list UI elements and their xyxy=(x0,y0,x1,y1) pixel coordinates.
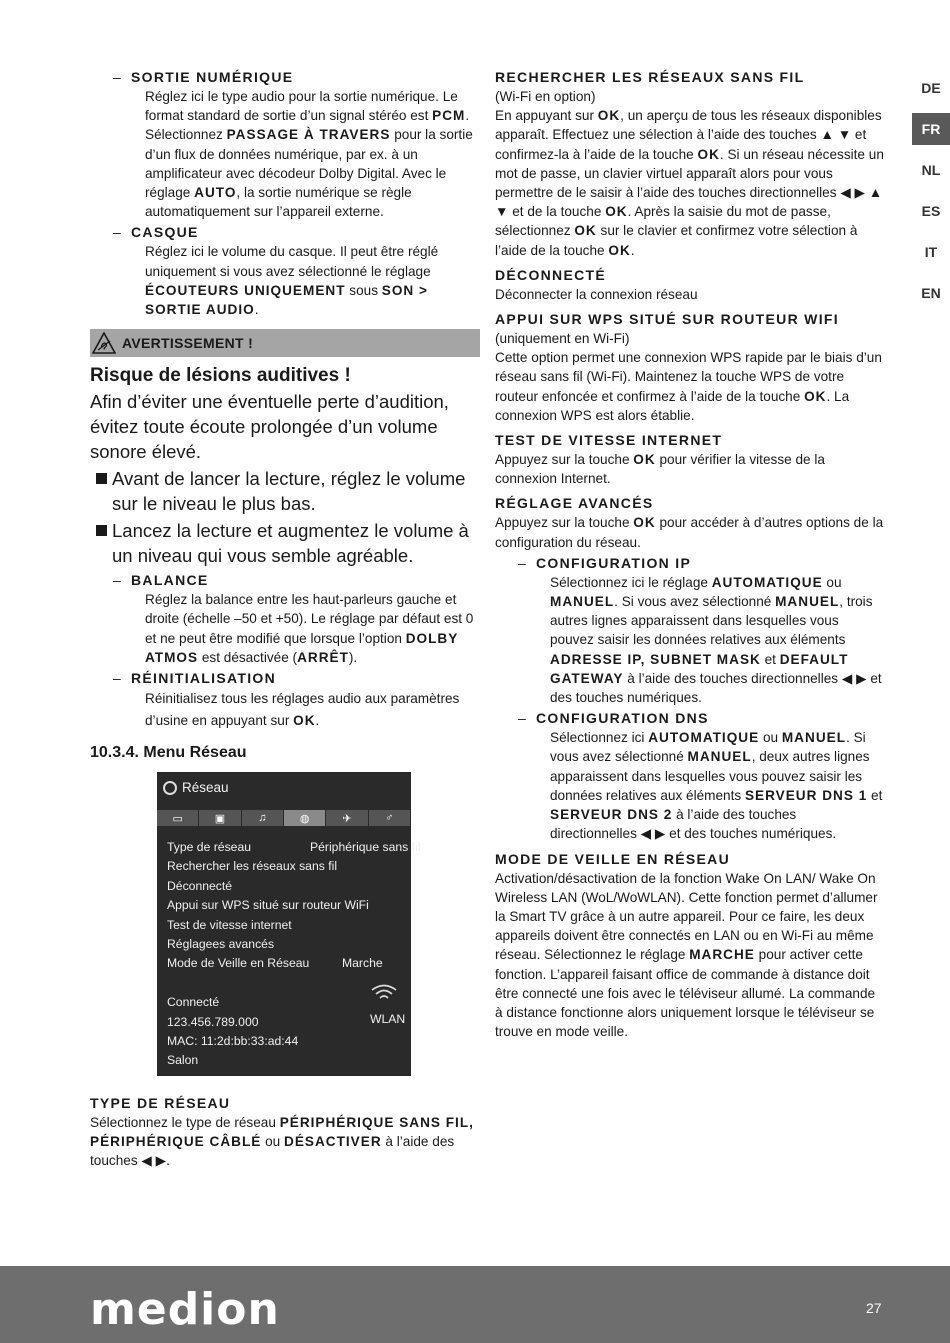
balance-text: Réglez la balance entre les haut-parleurs gauche et droite (échelle –50 et +50). Le réglage par défaut est 0 et ne peut être modifié que lorsque l’option DOLBY ATMOS est désactivée (ARRÊT). xyxy=(145,592,474,665)
type-text: Sélectionnez le type de réseau PÉRIPHÉRIQUE SANS FIL, PÉRIPHÉRIQUE CÂBLÉ ou DÉSACTIVER à l’aide des touches ◀ ▶. xyxy=(90,1115,474,1169)
warning-ear-icon xyxy=(92,332,116,354)
status-row: Salon xyxy=(167,1053,199,1068)
menu-title: Réseau xyxy=(163,780,229,795)
menu-row: Mode de Veille en Réseau Marche xyxy=(167,956,383,971)
search-heading: RECHERCHER LES RÉSEAUX SANS FIL xyxy=(495,69,805,85)
lang-tab-es[interactable]: ES xyxy=(921,203,941,219)
deco-text: Déconnecter la connexion réseau xyxy=(495,286,698,302)
left-column xyxy=(90,68,480,1171)
menu-row: Réglagees avancés xyxy=(167,937,275,951)
medion-logo: medion xyxy=(90,1284,280,1335)
balance-heading: – BALANCE xyxy=(113,572,209,589)
adv-heading: RÉGLAGE AVANCÉS xyxy=(495,495,654,512)
wps-sub: (uniquement en Wi-Fi) xyxy=(495,331,630,347)
tab-app-icon: ✈ xyxy=(326,810,368,826)
page-number: 27 xyxy=(866,1300,882,1316)
menu-tabs xyxy=(157,810,411,826)
lang-tab-it[interactable]: IT xyxy=(924,244,938,260)
right-column xyxy=(495,68,885,1041)
wps-text: Cette option permet une connexion WPS rapide par le biais d’un réseau sans fil (Wi-Fi). Maintenez la touche WPS de votre routeur enfoncée et confirmez à l’aide de la touche OK. La connexion WPS est alors établie. xyxy=(495,350,882,423)
menu-row: Appui sur WPS situé sur routeur WiFi xyxy=(167,898,369,913)
menu-row: Test de vitesse internet xyxy=(167,917,292,932)
gear-icon xyxy=(163,781,177,795)
speed-text: Appuyez sur la touche OK pour vérifier la vitesse de la connexion Internet. xyxy=(495,452,825,487)
tab-picture-icon: ▭ xyxy=(157,810,199,826)
lang-tab-fr[interactable]: FR xyxy=(912,113,950,145)
menu-rows xyxy=(167,838,421,1071)
footer xyxy=(0,1266,950,1343)
adv-text: Appuyez sur la touche OK pour accéder à d’autres options de la configuration du réseau. xyxy=(495,515,884,550)
ip-heading: – CONFIGURATION IP xyxy=(518,554,692,571)
bullet-item: Avant de lancer la lecture, réglez le volume sur le niveau le plus bas. xyxy=(90,466,480,516)
veille-text: Activation/désactivation de la fonction Wake On LAN/ Wake On Wireless LAN (WoL/WoWLAN). Cette fonction permet d’allumer la Smart TV grâce à un autre appareil. Pour ce faire, les deux appareils doivent être connectés en LAN ou en Wi-Fi au même réseau. Sélectionnez le réglage MARCHE pour activer cette fonction. L’appareil faisant office de commande à distance doit être connecté une fois avec le téléviseur allumé. La commande à distance fonctionne alors uniquement lorsque le téléviseur se trouve en mode veille. xyxy=(495,870,878,1040)
warning-bar xyxy=(90,329,480,357)
sortie-heading: – SORTIE NUMÉRIQUE xyxy=(113,69,294,85)
section-title: 10.3.4. Menu Réseau xyxy=(90,744,247,762)
ip-text: Sélectionnez ici le réglage AUTOMATIQUE ou MANUEL. Si vous avez sélectionné MANUEL, trois autres lignes apparaissent dans lesquelles vous pouvez saisir les données relatives aux éléments ADRESSE IP, SUBNET MASK et DEFAULT GATEWAY à l’aide des touches directionnelles ◀ ▶ et des touches numériques. xyxy=(550,574,882,706)
status-row: 123.456.789.000 xyxy=(167,1014,259,1029)
reinit-heading: – RÉINITIALISATION xyxy=(113,670,276,687)
tv-menu-screenshot xyxy=(157,772,421,1076)
warning-label: AVERTISSEMENT ! xyxy=(122,335,254,352)
lang-tab-en[interactable]: EN xyxy=(921,285,941,301)
reinit-text: Réinitialisez tous les réglages audio aux paramètres d’usine en appuyant sur OK. xyxy=(145,691,460,729)
status-row: Connecté xyxy=(167,995,220,1010)
search-text: En appuyant sur OK, un aperçu de tous les réseaux disponibles apparaît. Effectuez une sélection à l’aide des touches ▲ ▼ et confirmez-la à l’aide de la touche OK. Si un réseau nécessite un mot de passe, un clavier virtuel apparaît alors pour vous permettre de le saisir à l’aide des touches directionnelles ◀ ▶ ▲ ▼ et de la touche OK. Après la saisie du mot de passe, sélectionnez OK sur le clavier et confirmez votre sélection à l’aide de la touche OK. xyxy=(495,108,884,258)
wps-heading: APPUI SUR WPS SITUÉ SUR ROUTEUR WIFI xyxy=(495,311,839,328)
deco-heading: DÉCONNECTÉ xyxy=(495,266,607,283)
type-heading: TYPE DE RÉSEAU xyxy=(90,1095,231,1112)
status-row: MAC: 11:2d:bb:33:ad:44 xyxy=(167,1033,299,1048)
casque-text: Réglez ici le volume du casque. Il peut être réglé uniquement si vous avez sélectionné le réglage ÉCOUTEURS UNIQUEMENT sous SON > SORTIE AUDIO. xyxy=(145,244,439,318)
speed-heading: TEST DE VITESSE INTERNET xyxy=(495,432,723,449)
wifi-icon xyxy=(371,984,397,1002)
lang-tab-nl[interactable]: NL xyxy=(921,162,941,178)
veille-heading: MODE DE VEILLE EN RÉSEAU xyxy=(495,850,731,867)
wlan-label: WLAN xyxy=(370,1012,406,1027)
casque-heading: – CASQUE xyxy=(113,224,199,241)
tab-sound-icon: ♫ xyxy=(242,810,284,826)
lang-tab-de[interactable]: DE xyxy=(921,80,941,96)
menu-row: Déconnecté xyxy=(167,878,233,893)
menu-row: Rechercher les réseaux sans fil xyxy=(167,859,338,874)
tab-channel-icon: ▣ xyxy=(199,810,241,826)
dns-text: Sélectionnez ici AUTOMATIQUE ou MANUEL. Si vous avez sélectionné MANUEL, deux autres lignes apparaissent dans lesquelles vous pouvez saisir les données relatives aux éléments SERVEUR DNS 1 et SERVEUR DNS 2 à l’aide des touches directionnelles ◀ ▶ et des touches numériques. xyxy=(550,730,883,842)
dns-heading: – CONFIGURATION DNS xyxy=(518,710,709,727)
bullet-item: Lancez la lecture et augmentez le volume à un niveau qui vous semble agréable. xyxy=(90,518,480,568)
sortie-text: Réglez ici le type audio pour la sortie numérique. Le format standard de sortie d’un signal stéréo est PCM. Sélectionnez PASSAGE À TRAVERS pour la sortie d’un flux de données numérique, par ex. à un amplificateur avec décodeur Dolby Digital. Avec le réglage AUTO, la sortie numérique se règle automatiquement sur l’appareil externe. xyxy=(145,89,473,220)
risk-title: Risque de lésions auditives ! xyxy=(90,365,351,387)
tab-network-icon: ◍ xyxy=(284,810,326,826)
menu-row: Type de réseau Périphérique sans fil xyxy=(167,840,421,855)
tab-system-icon: ♂ xyxy=(369,810,411,826)
search-sub: (Wi-Fi en option) xyxy=(495,89,596,104)
risk-text: Afin d’éviter une éventuelle perte d’audition, évitez toute écoute prolongée d’un volume sonore élevé. xyxy=(90,391,449,463)
language-tabs xyxy=(912,72,950,318)
